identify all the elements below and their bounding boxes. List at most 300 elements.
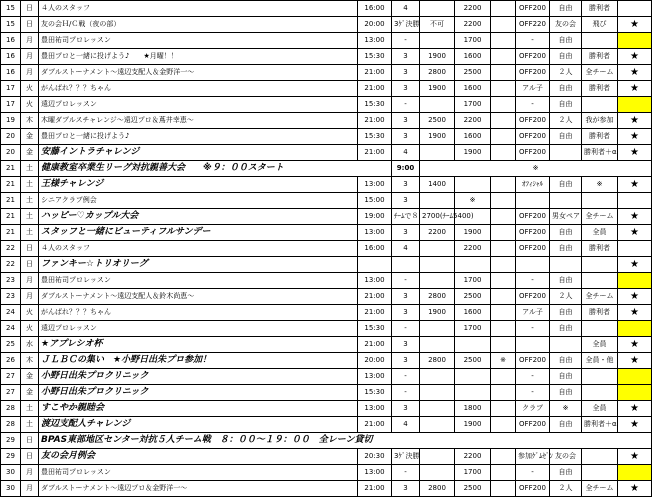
table-row bbox=[1, 481, 652, 497]
date-cell: 15 bbox=[1, 1, 21, 17]
discount-cell: OFF200 bbox=[516, 481, 550, 497]
time-cell: 13:00 bbox=[358, 273, 392, 289]
entry-cell: 自由 bbox=[550, 353, 582, 369]
fee-member-cell: 1700 bbox=[455, 97, 491, 113]
discount-cell: OFF200 bbox=[516, 417, 550, 433]
table-row bbox=[1, 257, 652, 273]
weekday-cell: 金 bbox=[21, 385, 39, 401]
fee-general-cell bbox=[420, 273, 455, 289]
entry-cell: 自由 bbox=[550, 49, 582, 65]
note-cell bbox=[491, 113, 516, 129]
table-row bbox=[1, 401, 652, 417]
prize-cell bbox=[582, 193, 618, 209]
fee-general-cell bbox=[420, 241, 455, 257]
entry-cell: 自由 bbox=[550, 33, 582, 49]
games-cell: 3 bbox=[392, 337, 420, 353]
note-cell bbox=[491, 417, 516, 433]
prize-cell: 飛び bbox=[582, 17, 618, 33]
date-cell: 20 bbox=[1, 145, 21, 161]
games-cell: 3 bbox=[392, 113, 420, 129]
entry-cell: 自由 bbox=[550, 417, 582, 433]
time-cell: 19:00 bbox=[358, 209, 392, 225]
time-cell: 21:00 bbox=[358, 113, 392, 129]
fee-general-cell bbox=[420, 465, 455, 481]
entry-cell: 自由 bbox=[550, 241, 582, 257]
table-row bbox=[1, 289, 652, 305]
discount-cell bbox=[516, 193, 550, 209]
date-cell: 28 bbox=[1, 417, 21, 433]
table-row bbox=[1, 129, 652, 145]
fee-general-cell: 2800 bbox=[420, 481, 455, 497]
discount-cell: 参加ｹﾞﾑｾﾞﾝ bbox=[516, 449, 550, 465]
table-row bbox=[1, 465, 652, 481]
prize-cell: 全チーム bbox=[582, 65, 618, 81]
entry-cell: ２人 bbox=[550, 113, 582, 129]
table-row bbox=[1, 193, 652, 209]
games-cell: 3 bbox=[392, 65, 420, 81]
entry-cell bbox=[550, 337, 582, 353]
games-cell: 3 bbox=[392, 129, 420, 145]
event-cell: ハッピー♡カップル大会 bbox=[39, 209, 358, 225]
time-cell: 21:00 bbox=[358, 65, 392, 81]
games-cell: 3 bbox=[392, 353, 420, 369]
prize-cell bbox=[582, 449, 618, 465]
fee-general-cell: 2700(ﾁｰﾑ5400) bbox=[420, 209, 455, 225]
games-cell: 3ｹﾞ決勝 bbox=[392, 17, 420, 33]
games-cell: - bbox=[392, 33, 420, 49]
date-cell: 19 bbox=[1, 113, 21, 129]
weekday-cell: 火 bbox=[21, 81, 39, 97]
event-cell: がんばれ？？？ちゃん bbox=[39, 305, 358, 321]
entry-cell bbox=[550, 257, 582, 273]
note-cell bbox=[491, 81, 516, 97]
fee-general-cell bbox=[420, 337, 455, 353]
games-cell: 3 bbox=[392, 305, 420, 321]
table-row bbox=[1, 97, 652, 113]
mark-cell: ★ bbox=[618, 305, 652, 321]
note-cell bbox=[491, 145, 516, 161]
fee-general-cell: 1400 bbox=[420, 177, 455, 193]
fee-member-cell: 1800 bbox=[455, 401, 491, 417]
fee-general-cell: 2200 bbox=[420, 225, 455, 241]
entry-cell: 自由 bbox=[550, 465, 582, 481]
games-cell: - bbox=[392, 273, 420, 289]
entry-cell: ２人 bbox=[550, 481, 582, 497]
prize-cell: 勝利者＋α bbox=[582, 417, 618, 433]
fee-general-cell bbox=[420, 321, 455, 337]
event-cell: ４人のスタッフ bbox=[39, 1, 358, 17]
games-cell: 4 bbox=[392, 241, 420, 257]
fee-member-cell: 2500 bbox=[455, 481, 491, 497]
time-cell: 21:00 bbox=[358, 305, 392, 321]
note-cell bbox=[491, 289, 516, 305]
event-cell: 遠辺プロレッスン bbox=[39, 321, 358, 337]
discount-cell: - bbox=[516, 33, 550, 49]
fee-member-cell: 1600 bbox=[455, 129, 491, 145]
event-cell: スタッフと一緒にビューティフルサンデー bbox=[39, 225, 358, 241]
weekday-cell: 土 bbox=[21, 161, 39, 177]
fee-general-cell: 1900 bbox=[420, 49, 455, 65]
prize-cell bbox=[582, 273, 618, 289]
mark-cell: ★ bbox=[618, 145, 652, 161]
time-cell: 15:30 bbox=[358, 385, 392, 401]
weekday-cell: 金 bbox=[21, 129, 39, 145]
prize-cell bbox=[582, 369, 618, 385]
note-cell bbox=[491, 17, 516, 33]
date-cell: 30 bbox=[1, 465, 21, 481]
date-cell: 17 bbox=[1, 97, 21, 113]
fee-member-cell bbox=[455, 177, 491, 193]
prize-cell: 全員・他 bbox=[582, 353, 618, 369]
date-cell: 24 bbox=[1, 305, 21, 321]
time-cell: 16:00 bbox=[358, 1, 392, 17]
discount-cell: OFF200 bbox=[516, 65, 550, 81]
weekday-cell: 水 bbox=[21, 337, 39, 353]
discount-cell: OFF200 bbox=[516, 145, 550, 161]
weekday-cell: 日 bbox=[21, 257, 39, 273]
weekday-cell: 土 bbox=[21, 417, 39, 433]
entry-cell: 自由 bbox=[550, 305, 582, 321]
time-cell: 20:00 bbox=[358, 17, 392, 33]
date-cell: 25 bbox=[1, 337, 21, 353]
entry-cell bbox=[550, 145, 582, 161]
table-row bbox=[1, 433, 652, 449]
weekday-cell: 月 bbox=[21, 273, 39, 289]
discount-cell: OFF220 bbox=[516, 17, 550, 33]
discount-cell: OFF200 bbox=[516, 49, 550, 65]
fee-member-cell: 2200 bbox=[455, 17, 491, 33]
time-cell: 13:00 bbox=[358, 33, 392, 49]
schedule-body bbox=[1, 1, 652, 497]
discount-cell: OFF200 bbox=[516, 129, 550, 145]
time-cell: 15:30 bbox=[358, 129, 392, 145]
games-cell: - bbox=[392, 465, 420, 481]
prize-cell: 勝利者 bbox=[582, 49, 618, 65]
weekday-cell: 木 bbox=[21, 113, 39, 129]
prize-cell: 全員 bbox=[582, 225, 618, 241]
note-cell bbox=[491, 49, 516, 65]
fee-general-cell: 1900 bbox=[420, 81, 455, 97]
table-row bbox=[1, 385, 652, 401]
table-row bbox=[1, 33, 652, 49]
note-cell bbox=[491, 305, 516, 321]
fee-general-cell: 2800 bbox=[420, 65, 455, 81]
event-cell: 安藤イントラチャレンジ bbox=[39, 145, 358, 161]
prize-cell: 勝利者 bbox=[582, 81, 618, 97]
table-row bbox=[1, 369, 652, 385]
table-row bbox=[1, 161, 652, 177]
table-row bbox=[1, 337, 652, 353]
fee-member-cell bbox=[455, 385, 491, 401]
discount-cell: - bbox=[516, 321, 550, 337]
fee-member-cell bbox=[455, 257, 491, 273]
event-cell: ＪＬＢＣの集い ★小野日出朱プロ参加！ bbox=[39, 353, 358, 369]
table-row bbox=[1, 305, 652, 321]
fee-general-cell bbox=[420, 417, 455, 433]
fee-member-cell: 1600 bbox=[455, 49, 491, 65]
fee-general-cell: 2800 bbox=[420, 353, 455, 369]
table-row bbox=[1, 1, 652, 17]
time-cell: 21:00 bbox=[358, 81, 392, 97]
prize-cell bbox=[582, 33, 618, 49]
weekday-cell: 月 bbox=[21, 33, 39, 49]
fee-member-cell: 2500 bbox=[455, 65, 491, 81]
date-cell: 29 bbox=[1, 433, 21, 449]
date-cell: 16 bbox=[1, 49, 21, 65]
event-cell: 王様チャレンジ bbox=[39, 177, 358, 193]
mark-cell: ★ bbox=[618, 129, 652, 145]
fee-general-cell: 1900 bbox=[420, 305, 455, 321]
date-cell: 17 bbox=[1, 81, 21, 97]
time-cell: 13:00 bbox=[358, 401, 392, 417]
entry-cell: 自由 bbox=[550, 177, 582, 193]
event-cell: 渡辺支配人チャレンジ bbox=[39, 417, 358, 433]
time-cell: 15:30 bbox=[358, 97, 392, 113]
time-cell: 21:00 bbox=[358, 145, 392, 161]
date-cell: 21 bbox=[1, 209, 21, 225]
discount-cell: OFF200 bbox=[516, 225, 550, 241]
fee-member-cell: ※ bbox=[455, 193, 491, 209]
event-cell: 小野日出朱プロクリニック bbox=[39, 385, 358, 401]
mark-cell bbox=[618, 465, 652, 481]
prize-cell: 勝利者 bbox=[582, 241, 618, 257]
date-cell: 23 bbox=[1, 273, 21, 289]
fee-general-cell: 不可 bbox=[420, 17, 455, 33]
discount-cell: OFF200 bbox=[516, 1, 550, 17]
note-cell bbox=[491, 481, 516, 497]
date-cell: 21 bbox=[1, 225, 21, 241]
mark-cell bbox=[618, 369, 652, 385]
date-cell: 22 bbox=[1, 241, 21, 257]
event-cell: 友の会月例会 bbox=[39, 449, 358, 465]
weekday-cell: 日 bbox=[21, 433, 39, 449]
weekday-cell: 月 bbox=[21, 465, 39, 481]
time-cell: 21:00 bbox=[358, 289, 392, 305]
mark-cell bbox=[618, 321, 652, 337]
event-cell: ファンキー☆トリオリーグ bbox=[39, 257, 358, 273]
weekday-cell: 火 bbox=[21, 321, 39, 337]
date-cell: 24 bbox=[1, 321, 21, 337]
note-cell bbox=[491, 225, 516, 241]
date-cell: 16 bbox=[1, 65, 21, 81]
fee-member-cell: 1900 bbox=[455, 145, 491, 161]
discount-cell: OFF200 bbox=[516, 241, 550, 257]
date-cell: 21 bbox=[1, 193, 21, 209]
entry-cell bbox=[550, 193, 582, 209]
event-cell: すこやか親睦会 bbox=[39, 401, 358, 417]
discount-cell: - bbox=[516, 273, 550, 289]
prize-cell bbox=[582, 385, 618, 401]
event-cell: シニアクラブ例会 bbox=[39, 193, 358, 209]
table-row bbox=[1, 209, 652, 225]
weekday-cell: 火 bbox=[21, 97, 39, 113]
time-cell: 16:00 bbox=[358, 241, 392, 257]
games-cell: 3 bbox=[392, 193, 420, 209]
mark-cell: ★ bbox=[618, 417, 652, 433]
table-row bbox=[1, 81, 652, 97]
event-cell: ダブルストーナメント～遠辺プロ＆金野洋一～ bbox=[39, 481, 358, 497]
fee-general-cell: 2800 bbox=[420, 289, 455, 305]
fee-member-cell: 1700 bbox=[455, 273, 491, 289]
event-cell: 健康教室卒業生リーグ対抗親善大会 ※９：００スタート bbox=[39, 161, 392, 177]
prize-cell bbox=[582, 97, 618, 113]
fee-general-cell bbox=[420, 449, 455, 465]
time-cell: 21:00 bbox=[358, 481, 392, 497]
prize-cell bbox=[582, 465, 618, 481]
discount-cell: ｵﾌｨｼｬﾙ bbox=[516, 177, 550, 193]
weekday-cell: 日 bbox=[21, 1, 39, 17]
games-cell: - bbox=[392, 369, 420, 385]
prize-cell: 勝利者 bbox=[582, 129, 618, 145]
games-cell: 3 bbox=[392, 481, 420, 497]
table-row bbox=[1, 145, 652, 161]
discount-cell: アル子 bbox=[516, 305, 550, 321]
fee-member-cell: 1700 bbox=[455, 33, 491, 49]
fee-general-cell bbox=[420, 193, 455, 209]
fee-member-cell: 1600 bbox=[455, 305, 491, 321]
note-cell bbox=[491, 401, 516, 417]
entry-cell: 男女ペア bbox=[550, 209, 582, 225]
mark-cell bbox=[618, 241, 652, 257]
event-cell: 豊田祐司プロレッスン bbox=[39, 273, 358, 289]
mark-cell: ★ bbox=[618, 481, 652, 497]
discount-cell: OFF200 bbox=[516, 289, 550, 305]
discount-cell: OFF200 bbox=[516, 113, 550, 129]
prize-cell: 全チーム bbox=[582, 209, 618, 225]
weekday-cell: 土 bbox=[21, 209, 39, 225]
table-row bbox=[1, 65, 652, 81]
note-cell bbox=[491, 209, 516, 225]
games-cell: - bbox=[392, 321, 420, 337]
note-cell bbox=[491, 385, 516, 401]
prize-cell: 勝利者 bbox=[582, 1, 618, 17]
mark-cell: ★ bbox=[618, 353, 652, 369]
time-cell: 13:00 bbox=[358, 177, 392, 193]
note-cell bbox=[491, 257, 516, 273]
note-cell bbox=[491, 321, 516, 337]
games-cell: 4 bbox=[392, 1, 420, 17]
fee-member-cell: 2200 bbox=[455, 449, 491, 465]
entry-cell: 友の会 bbox=[550, 449, 582, 465]
note-cell bbox=[491, 193, 516, 209]
discount-cell: - bbox=[516, 465, 550, 481]
weekday-cell: 日 bbox=[21, 449, 39, 465]
games-cell bbox=[392, 257, 420, 273]
entry-cell: 自由 bbox=[550, 1, 582, 17]
table-row bbox=[1, 241, 652, 257]
mark-cell: ★ bbox=[618, 225, 652, 241]
fee-member-cell: 1900 bbox=[455, 225, 491, 241]
weekday-cell: 月 bbox=[21, 65, 39, 81]
mark-cell bbox=[618, 273, 652, 289]
date-cell: 15 bbox=[1, 17, 21, 33]
entry-cell: ２人 bbox=[550, 289, 582, 305]
weekday-cell: 土 bbox=[21, 177, 39, 193]
games-cell: 3 bbox=[392, 401, 420, 417]
mark-cell: ★ bbox=[618, 401, 652, 417]
event-cell: ４人のスタッフ bbox=[39, 241, 358, 257]
mark-cell bbox=[618, 1, 652, 17]
discount-cell: OFF200 bbox=[516, 353, 550, 369]
entry-cell: 自由 bbox=[550, 321, 582, 337]
time-cell: 15:30 bbox=[358, 321, 392, 337]
fee-member-cell: 1900 bbox=[455, 417, 491, 433]
games-cell: 3 bbox=[392, 225, 420, 241]
time-cell: 21:00 bbox=[358, 417, 392, 433]
mark-cell: ★ bbox=[618, 49, 652, 65]
table-row bbox=[1, 273, 652, 289]
note-cell bbox=[491, 465, 516, 481]
fee-general-cell bbox=[420, 145, 455, 161]
prize-cell: 全員 bbox=[582, 401, 618, 417]
prize-cell bbox=[582, 321, 618, 337]
mark-cell: ★ bbox=[618, 289, 652, 305]
weekday-cell: 火 bbox=[21, 305, 39, 321]
mark-cell: ★ bbox=[618, 17, 652, 33]
note-cell bbox=[491, 33, 516, 49]
mark-cell: ★ bbox=[618, 257, 652, 273]
weekday-cell: 木 bbox=[21, 353, 39, 369]
note-cell bbox=[491, 65, 516, 81]
fee-general-cell bbox=[420, 401, 455, 417]
fee-member-cell: 1700 bbox=[455, 321, 491, 337]
fee-general-cell bbox=[420, 1, 455, 17]
prize-cell bbox=[582, 257, 618, 273]
weekday-cell: 土 bbox=[21, 401, 39, 417]
fee-member-cell: 1700 bbox=[455, 465, 491, 481]
mark-cell: ★ bbox=[618, 113, 652, 129]
entry-cell: 自由 bbox=[550, 81, 582, 97]
event-cell: 友の会Ｈ/Ｃ戦（夜の部） bbox=[39, 17, 358, 33]
games-cell: - bbox=[392, 97, 420, 113]
time-cell: 20:30 bbox=[358, 449, 392, 465]
entry-cell: 自由 bbox=[550, 97, 582, 113]
date-cell: 21 bbox=[1, 161, 21, 177]
date-cell: 28 bbox=[1, 401, 21, 417]
time-cell bbox=[358, 257, 392, 273]
date-cell: 30 bbox=[1, 481, 21, 497]
discount-cell: - bbox=[516, 385, 550, 401]
fee-member-cell: 1600 bbox=[455, 81, 491, 97]
mark-cell: ★ bbox=[618, 209, 652, 225]
date-cell: 16 bbox=[1, 33, 21, 49]
weekday-cell: 土 bbox=[21, 225, 39, 241]
note-cell bbox=[491, 97, 516, 113]
note-cell bbox=[491, 449, 516, 465]
prize-cell: 全員 bbox=[582, 337, 618, 353]
discount-cell bbox=[516, 337, 550, 353]
discount-cell: - bbox=[516, 369, 550, 385]
entry-cell: 自由 bbox=[550, 369, 582, 385]
weekday-cell: 金 bbox=[21, 145, 39, 161]
event-cell: ★アプレシオ杯 bbox=[39, 337, 358, 353]
event-cell: がんばれ？？？ちゃん bbox=[39, 81, 358, 97]
weekday-cell: 月 bbox=[21, 49, 39, 65]
note-cell: ※ bbox=[420, 161, 652, 177]
event-cell: 豊田祐司プロレッスン bbox=[39, 33, 358, 49]
entry-cell: 自由 bbox=[550, 273, 582, 289]
fee-member-cell: 2500 bbox=[455, 353, 491, 369]
mark-cell bbox=[618, 33, 652, 49]
date-cell: 20 bbox=[1, 129, 21, 145]
fee-general-cell bbox=[420, 97, 455, 113]
time-cell: 20:00 bbox=[358, 353, 392, 369]
mark-cell: ★ bbox=[618, 81, 652, 97]
date-cell: 23 bbox=[1, 289, 21, 305]
event-cell: 豊田祐司プロレッスン bbox=[39, 465, 358, 481]
note-cell bbox=[491, 369, 516, 385]
table-row bbox=[1, 449, 652, 465]
